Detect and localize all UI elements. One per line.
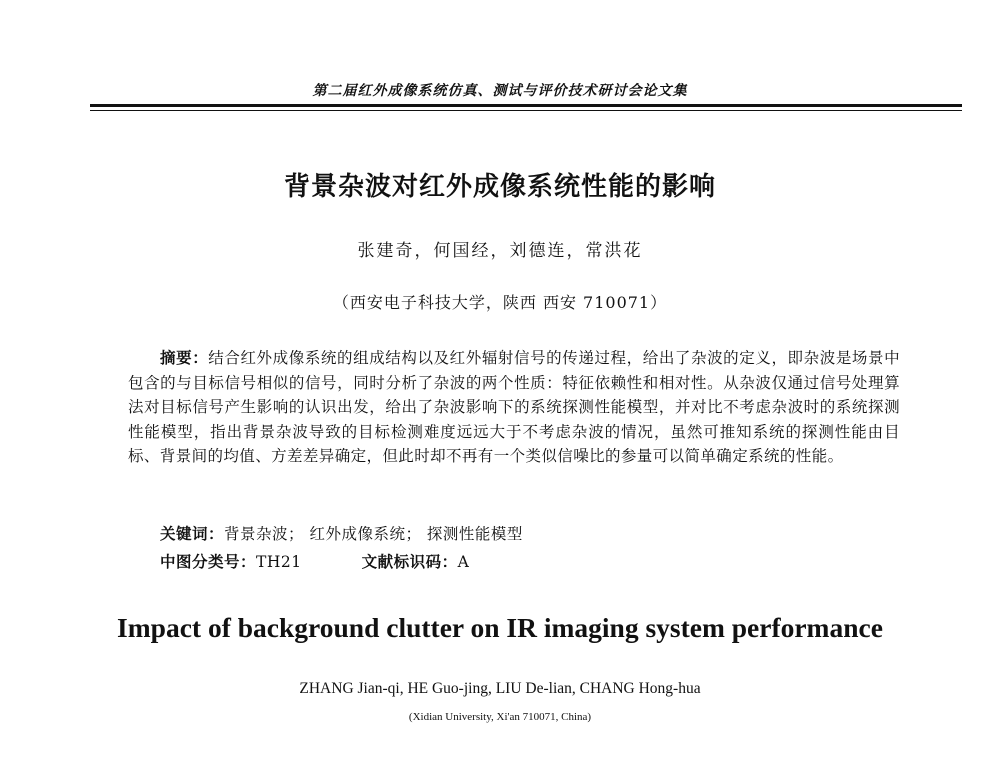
clc-value: TH21 xyxy=(256,553,302,571)
authors-cn: 张建奇，何国经，刘德连，常洪花 xyxy=(357,241,643,261)
abstract-colon: ： xyxy=(192,349,209,367)
doc-code-colon: ： xyxy=(441,553,458,571)
header-rule-thin xyxy=(90,110,962,111)
keywords-text: 背景杂波； 红外成像系统； 探测性能模型 xyxy=(224,525,523,543)
affiliation-en: (Xidian University, Xi'an 710071, China) xyxy=(408,711,592,723)
authors-en: ZHANG Jian-qi, HE Guo-jing, LIU De-lian, CHANG Hong-hua xyxy=(299,680,701,697)
keywords-line xyxy=(160,522,523,544)
proceedings-header: 第二届红外成像系统仿真、测试与评价技术研讨会论文集 xyxy=(312,83,688,99)
abstract-label: 摘要 xyxy=(160,349,193,367)
clc-label: 中图分类号 xyxy=(160,553,241,571)
doc-code-value: A xyxy=(457,553,470,571)
paper-title-en: Impact of background clutter on IR imaging system performance xyxy=(117,612,883,643)
keywords-label: 关键词 xyxy=(160,525,209,543)
affiliation-cn: （西安电子科技大学，陕西 西安 710071） xyxy=(332,293,668,312)
classification-line xyxy=(160,550,469,572)
paper-title-cn: 背景杂波对红外成像系统性能的影响 xyxy=(283,172,716,202)
abstract-cn xyxy=(128,346,900,469)
doc-code-label: 文献标识码 xyxy=(361,553,442,571)
header-rule-thick xyxy=(90,104,962,107)
abstract-text: 结合红外成像系统的组成结构以及红外辐射信号的传递过程，给出了杂波的定义，即杂波是场景中包含的与目标信号相似的信号，同时分析了杂波的两个性质：特征依赖性和相对性。从杂波仅通过信号处理算法对目标信号产生影响的认识出发，给出了杂波影响下的系统探测性能模型，并对比不考虑杂波时的系统探测性能模型，指出背景杂波导致的目标检测难度远远大于不考虑杂波的情况，虽然可推知系统的探测性能由目标、背景间的均值、方差差异确定，但此时却不再有一个类似信噪比的参量可以简单确定系统的性能。 xyxy=(128,349,900,465)
clc-colon: ： xyxy=(240,553,257,571)
keywords-colon: ： xyxy=(208,525,225,543)
